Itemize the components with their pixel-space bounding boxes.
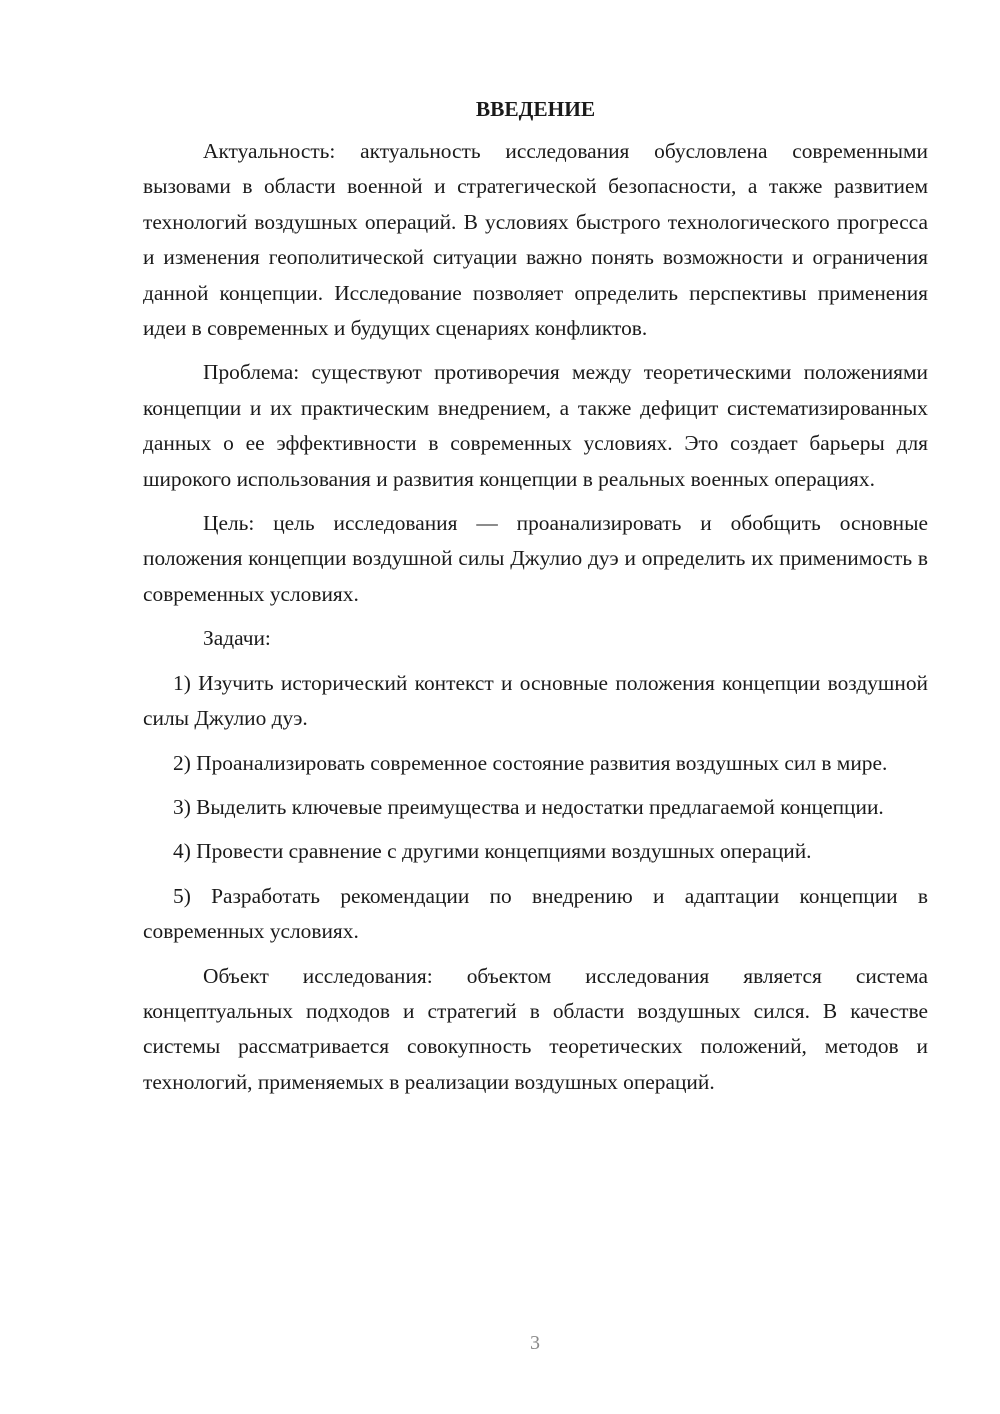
paragraph-problem: Проблема: существуют противоречия между теоретическими положениями концепции и их практическим внедрением, а также дефицит систематизированных данных о ее эффективности в современных условиях. Это создает барьеры для широкого использования и развития концепции в реальных военных операциях. — [143, 360, 928, 491]
task-item: 4) Провести сравнение с другими концепциями воздушных операций. — [173, 839, 812, 864]
tasks-list — [143, 666, 928, 950]
section-title: ВВЕДЕНИЕ — [475, 97, 596, 121]
paragraph-relevance: Актуальность: актуальность исследования обусловлена современными вызовами в области военной и стратегической безопасности, а также развитием технологий воздушных операций. В условиях быстрого технологического прогресса и изменения геополитической ситуации важно понять возможности и ограничения данной концепции. Исследование позволяет определить перспективы применения идеи в современных и будущих сценариях конфликтов. — [143, 139, 928, 341]
task-item: 2) Проанализировать современное состояние развития воздушных сил в мире. — [173, 750, 888, 775]
paragraph-object: Объект исследования: объектом исследования является система концептуальных подходов и стратегий в области воздушных сился. В качестве системы рассматривается совокупность теоретических положений, методов и технологий, применяемых в реализации воздушных операций. — [143, 963, 928, 1094]
task-item: 5) Разработать рекомендации по внедрению и адаптации концепции в современных условиях. — [143, 883, 928, 944]
task-item: 3) Выделить ключевые преимущества и недостатки предлагаемой концепции. — [173, 794, 884, 819]
document-page — [143, 92, 928, 1109]
tasks-heading: Задачи: — [203, 626, 271, 651]
page-number: 3 — [530, 1332, 540, 1354]
paragraph-goal: Цель: цель исследования — проанализировать и обобщить основные положения концепции воздушной силы Джулио дуэ и определить их применимость в современных условиях. — [143, 511, 928, 606]
task-item: 1) Изучить исторический контекст и основные положения концепции воздушной силы Джулио дуэ. — [143, 670, 928, 731]
